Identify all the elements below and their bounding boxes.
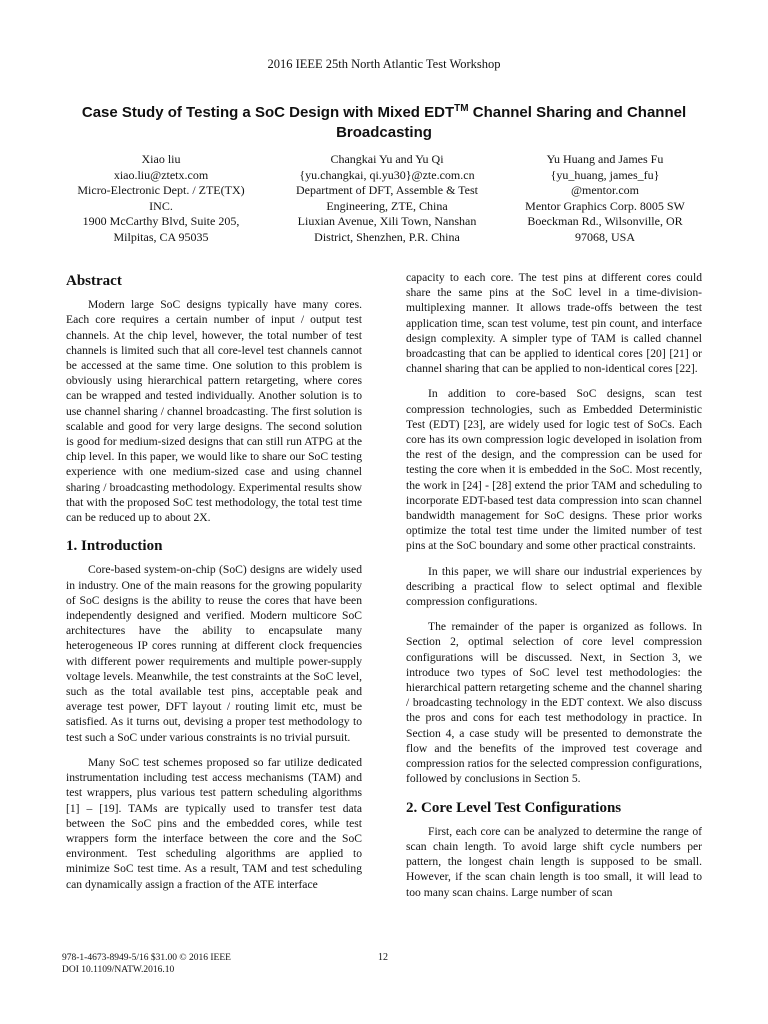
section-1-heading: 1. Introduction (66, 538, 163, 555)
intro-paragraph-1: Core-based system-on-chip (SoC) designs are widely used in industry. One of the main reasons for the growing popularity of SoC designs is the ability to reuse the cores that have been independently designed and verified. Modern multicore SoC architectures have the ability to encapsulate many heterogeneous IP cores running at different clock frequencies with different power requirements and multiple power-supply voltage levels. Meanwhile, the test constraints at the SoC level, such as the total available test pins, acceptable peak and average test power, DFT layout / routing limit etc, must be satisfied. As it turns out, devising a proper test methodology to test such a SoC under various constraints is no trivial pursuit. (66, 563, 362, 744)
intro-paragraph-2: Many SoC test schemes proposed so far utilize dedicated instrumentation including test access mechanisms (TAM) and test wrappers, plus various test pattern scheduling algorithms [1] – [19]. TAMs are typically used to transfer test data between the SoC pins and the embedded cores, while test wrappers form the interface between the core and the SoC environment. Test scheduling algorithms are applied to minimize SoC test time. As a result, TAM and test scheduling can dynamically assign a fraction of the ATE interface (66, 755, 362, 891)
author-affiliation: Micro-Electronic Dept. / ZTE(TX) (77, 183, 245, 198)
author-email: xiao.liu@ztetx.com (113, 167, 209, 182)
author-affiliation: Mentor Graphics Corp. 8005 SW (525, 198, 685, 213)
title-rest: Channel Sharing and Channel Broadcasting (336, 104, 687, 141)
author-address: Milpitas, CA 95035 (113, 229, 209, 244)
conference-header: 2016 IEEE 25th North Atlantic Test Workshop (267, 57, 501, 71)
isbn-line: 978-1-4673-8949-5/16 $31.00 © 2016 IEEE (62, 953, 231, 963)
section-2-heading: 2. Core Level Test Configurations (406, 799, 622, 816)
author-name: Changkai Yu and Yu Qi (330, 152, 444, 166)
author-block-1 (58, 152, 264, 246)
author-affiliation: Engineering, ZTE, China (326, 198, 448, 213)
author-email: {yu.changkai, qi.yu30}@zte.com.cn (299, 167, 475, 182)
author-block-3 (510, 152, 700, 246)
author-affiliation: INC. (149, 198, 173, 213)
author-address: District, Shenzhen, P.R. China (314, 229, 460, 244)
author-email: {yu_huang, james_fu} (550, 167, 660, 182)
page-number: 12 (378, 952, 388, 963)
abstract-heading: Abstract (66, 273, 122, 289)
copyright-footer (62, 952, 231, 976)
section-2-paragraph-1: First, each core can be analyzed to determine the range of scan chain length. To avoid large shift cycle numbers per pattern, the longest chain length is supposed to be small. However, if the scan chain length is too small, it will lead to too many scan chains. Large number of scan (406, 824, 702, 899)
author-name: Xiao liu (141, 152, 181, 166)
right-column (406, 270, 702, 900)
intro-paragraph-4: In this paper, we will share our industrial experiences by describing a practical flow to select optimal and flexible compression configurations. (406, 564, 702, 609)
intro-paragraph-3: In addition to core-based SoC designs, scan test compression technologies, such as Embedded Deterministic Test (EDT) [23], are widely used for logic test of SoCs. Each core has its own compression logic developed in isolation from the rest of the design, and the compression can be used for testing the core when it is embedded in the SoC. Most recently, the work in [24] - [28] extend the prior TAM and scheduling to incorporate EDT-based test data compression into scan channel bandwidth management for SoC designs. These prior works optimize the total test time under the limited number of test pins at the SoC boundary and some other practical constraints. (406, 387, 702, 553)
title-main: Case Study of Testing a SoC Design with Mixed EDT (81, 104, 455, 121)
author-block-2 (282, 152, 492, 246)
abstract-text: Modern large SoC designs typically have many cores. Each core requires a certain number of input / output test channels. At the chip level, however, the total number of test channels is limited such that all core-level test channels cannot be accessed at the same time. One solution to this problem is obviously using hierarchical pattern retargeting, where cores can be wrapped and tested individually. Another solution is to use channel sharing / channel broadcasting. The first solution is scalable and good for very large designs. The second solution is good for medium-sized designs that can still run ATPG at the chip level. In this paper, we would like to share our SoC testing experience with one medium-sized case and using channel sharing / broadcasting methodology. Experimental results show that with the proposed SoC test methodology, the total test time can be reduced up to about 2X. (66, 298, 362, 525)
author-address: Boeckman Rd., Wilsonville, OR (527, 214, 683, 229)
author-address: 97068, USA (574, 229, 635, 244)
author-name: Yu Huang and James Fu (546, 152, 664, 166)
trademark-superscript: TM (454, 103, 469, 114)
author-affiliation: Department of DFT, Assemble & Test (295, 183, 479, 198)
intro-paragraph-5: The remainder of the paper is organized as follows. In Section 2, optimal selection of core level compression configurations will be discussed. Next, in Section 3, we introduce two types of SoC level test methodologies: the hierarchical pattern retargeting scheme and the channel sharing / broadcasting technology in the EDT context. We also discuss the pros and cons for each test methodology in practice. In Section 4, a case study will be presented to demonstrate the flow and the benefits of the improved test coverage and compression ratios for the selected compression configurations, followed by conclusions in Section 5. (406, 620, 702, 786)
author-address: Liuxian Avenue, Xili Town, Nanshan (297, 214, 477, 229)
paper-title (60, 99, 708, 143)
author-email: @mentor.com (570, 183, 640, 198)
doi-line: DOI 10.1109/NATW.2016.10 (62, 965, 175, 975)
author-address: 1900 McCarthy Blvd, Suite 205, (82, 214, 240, 229)
intro-paragraph-continued: capacity to each core. The test pins at different cores could share the same pins at the SoC level in a time-division-multiplexing manner. It allows trade-offs between the test application time, scan test volume, test pin count, and interface design complexity. A simpler type of TAM is called channel broadcasting that can be applied to identical cores [20] [21] or channel sharing that can be applied to non-identical cores [22]. (406, 271, 702, 376)
left-column (66, 270, 362, 892)
